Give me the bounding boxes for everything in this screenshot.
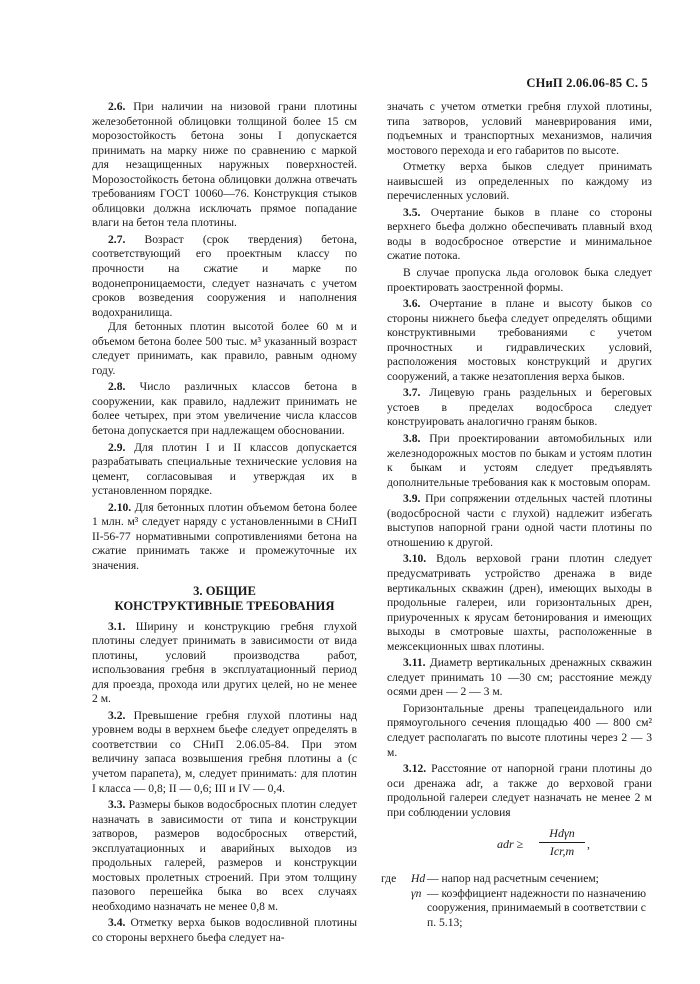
clause-number: 2.7. (108, 232, 126, 246)
clause-text: Расстояние от напорной грани плотины до оси дренажа adr, а также до верховой грани продольной галереи следует назначать не менее 2 м при соблюдении условия (387, 762, 652, 819)
clause-text: Вдоль верховой грани плотин следует предусматривать устройство дренажа в виде вертикальных скважин (дрен), имеющих выходы в продольные галереи, или горизонтальных дрен, приуроченных к ярусам бетонирования и имеющих выходы в смотровые шахты, расположенные в межсекционных швах плотины. (387, 552, 652, 653)
paragraph-3-1 (92, 620, 357, 707)
clause-number: 3.8. (403, 432, 421, 446)
clause-number: 3.1. (108, 619, 126, 633)
section-heading-line-1: 3. ОБЩИЕ (193, 583, 256, 598)
paragraph-3-6 (387, 297, 652, 384)
paragraph-2-9 (92, 441, 357, 499)
legend-symbol: γn (411, 886, 422, 900)
formula-lhs: adr ≥ (497, 837, 524, 852)
clause-number: 3.4. (108, 916, 126, 930)
running-header: СНиП 2.06.06-85 С. 5 (526, 76, 648, 90)
clause-text: Ширину и конструкцию гребня глухой плотины следует принимать в зависимости от вида плотины, условий производства работ, использования гребня в эксплуатационный период для проезда, прохода или других целей, но не менее 2 м. (92, 619, 357, 706)
paragraph-3-4-note: Отметку верха быков следует принимать наивысшей из определенных по каждому из перечисленных условий. (387, 160, 652, 203)
clause-number: 2.6. (108, 100, 126, 113)
clause-text: Очертание быков в плане со стороны верхнего бьефа должно обеспечивать плавный вход воды в водосбросное отверстие и минимальное сжатие потока. (387, 205, 652, 263)
paragraph-3-10 (387, 552, 652, 654)
paragraph-2-6 (92, 100, 357, 231)
clause-text: Число различных классов бетона в сооружении, как правило, надлежит принимать не более четырех, при этом увеличение числа классов бетона допускается при надлежащем обосновании. (92, 380, 357, 438)
clause-text: Очертание в плане и высоту быков со стороны нижнего бьефа следует определять общими конструктивными требованиями с учетом прочностных и гидравлических условий, расположения мостовых конструкций и других сооружений, а также незатопления верха быков. (387, 297, 652, 383)
paragraph-3-8 (387, 432, 652, 490)
clause-number: 3.2. (108, 708, 126, 722)
paragraph-3-7 (387, 386, 652, 430)
paragraph-2-10 (92, 501, 357, 574)
clause-number: 2.10. (108, 500, 132, 514)
clause-text: Возраст (срок твердения) бетона, соответствующий его проектным классу по прочности на сжатие и марке по водонепроницаемости, следует назначать с учетом сроков возведения сооружения и наполнения водохранилища. (92, 232, 357, 319)
paragraph-3-12 (387, 762, 652, 820)
clause-number: 3.3. (108, 798, 126, 812)
legend-symbol: Hd (411, 872, 426, 886)
formula-legend (381, 872, 652, 930)
clause-text: Лицевую грань раздельных и береговых устоев в пределах водосброса следует конструировать аналогично граням быков. (387, 386, 652, 429)
paragraph-3-4 (92, 916, 357, 945)
formula-comma: , (587, 837, 590, 852)
right-column (381, 100, 652, 930)
legend-lead: где (381, 872, 397, 886)
clause-text: Для плотин I и II классов допускается разрабатывать специальные технические условия на цемент, согласовывая и утверждая их в установленном порядке. (92, 440, 357, 498)
formula-denominator: Icr,m (549, 843, 575, 858)
section-heading-line-2: КОНСТРУКТИВНЫЕ ТРЕБОВАНИЯ (114, 598, 335, 613)
paragraph-3-3 (92, 798, 357, 914)
clause-number: 2.8. (108, 380, 126, 394)
clause-text: Отметку верха быков водосливной плотины со стороны верхнего бьефа следует на- (92, 916, 357, 944)
clause-text: Превышение гребня глухой плотины над уровнем воды в верхнем бьефе следует определять в соответствии со СНиП 2.06.05-84. При этом величину запаса возвышения гребня плотины a (с учетом парапета), м, следует принимать: для плотин I класса — 0,8; II — 0,6; III и IV — 0,4. (92, 708, 357, 795)
clause-number: 2.9. (108, 440, 126, 454)
paragraph-3-5 (387, 206, 652, 264)
clause-number: 3.7. (403, 386, 421, 400)
clause-number: 3.9. (403, 492, 421, 506)
drain-distance-formula (497, 826, 652, 864)
paragraph-3-9 (387, 492, 652, 550)
formula-fraction (539, 826, 585, 858)
clause-number: 3.12. (403, 762, 427, 776)
paragraph-3-11-note: Горизонтальные дрены трапецеидального или прямоугольного сечения площадью 400 — 800 см² следует располагать по высоте плотины через 2 — 3 м. (387, 701, 652, 759)
paragraph-2-8 (92, 380, 357, 438)
legend-definition: — коэффициент надежности по назначению сооружения, принимаемый в соответствии с п. 5.13; (427, 886, 647, 929)
legend-definition: — напор над расчетным сечением; (427, 872, 599, 886)
clause-text: При наличии на низовой грани плотины железобетонной облицовки толщиной более 15 см морозостойкость бетона зоны I допускается принимать на марку ниже по сравнению с маркой для незащищенных наружных поверхностей. Морозостойкость бетона облицовки должна отвечать требованиям ГОСТ 10060—76. Конструкция стыков облицовки должна исключать прямое попадание влаги на бетон тела плотины. (92, 100, 357, 230)
legend-lead (381, 887, 411, 931)
formula-numerator: Hdγn (539, 826, 585, 843)
paragraph-3-11 (387, 656, 652, 700)
paragraph-3-2 (92, 709, 357, 796)
clause-number: 3.5. (403, 205, 421, 219)
clause-text: При сопряжении отдельных частей плотины (водосбросной части с глухой) надлежит избегать выступов напорной грани одной части плотины по отношению к другой. (387, 492, 652, 549)
paragraph-3-5-note: В случае пропуска льда оголовок быка следует проектировать заостренной формы. (387, 266, 652, 294)
clause-number: 3.10. (403, 552, 427, 566)
paragraph-2-7-continued: Для бетонных плотин высотой более 60 м и объемом бетона более 500 тыс. м³ указанный возраст следует принимать, как правило, равным одному году. (92, 320, 357, 377)
paragraph-3-4-continued: значать с учетом отметки гребня глухой плотины, типа затворов, условий маневрирования ими, подъемных и транспортных механизмов, наличия мостового перехода и его габаритов по высоте. (387, 100, 652, 157)
clause-text: Для бетонных плотин объемом бетона более 1 млн. м³ следует наряду с установленными в СНиП II-56-77 нормативными сопротивлениями бетона на сжатие принимать также и промежуточные их значения. (92, 500, 357, 572)
clause-text: Диаметр вертикальных дренажных скважин следует принимать 10 —30 см; расстояние между осями дрен — 2 — 3 м. (387, 656, 652, 699)
clause-text: Размеры быков водосбросных плотин следует назначать в зависимости от типа и конструкции затворов, размеров водосбросных отверстий, эксплуатационных и аварийных выходов из продольных галерей, размеров и конструкции мостовых пролетных строений. При этом толщину пазового перешейка быка во всех случаях необходимо назначать не менее 0,8 м. (92, 798, 357, 913)
clause-text: При проектировании автомобильных или железнодорожных мостов по быкам и устоям плотин к быкам и устоям следует предъявлять дополнительные требования как к мостовым опорам. (387, 432, 652, 489)
paragraph-2-7 (92, 233, 357, 320)
section-heading (92, 584, 357, 614)
clause-number: 3.6. (403, 297, 421, 311)
clause-number: 3.11. (403, 656, 426, 670)
left-column (92, 100, 357, 946)
